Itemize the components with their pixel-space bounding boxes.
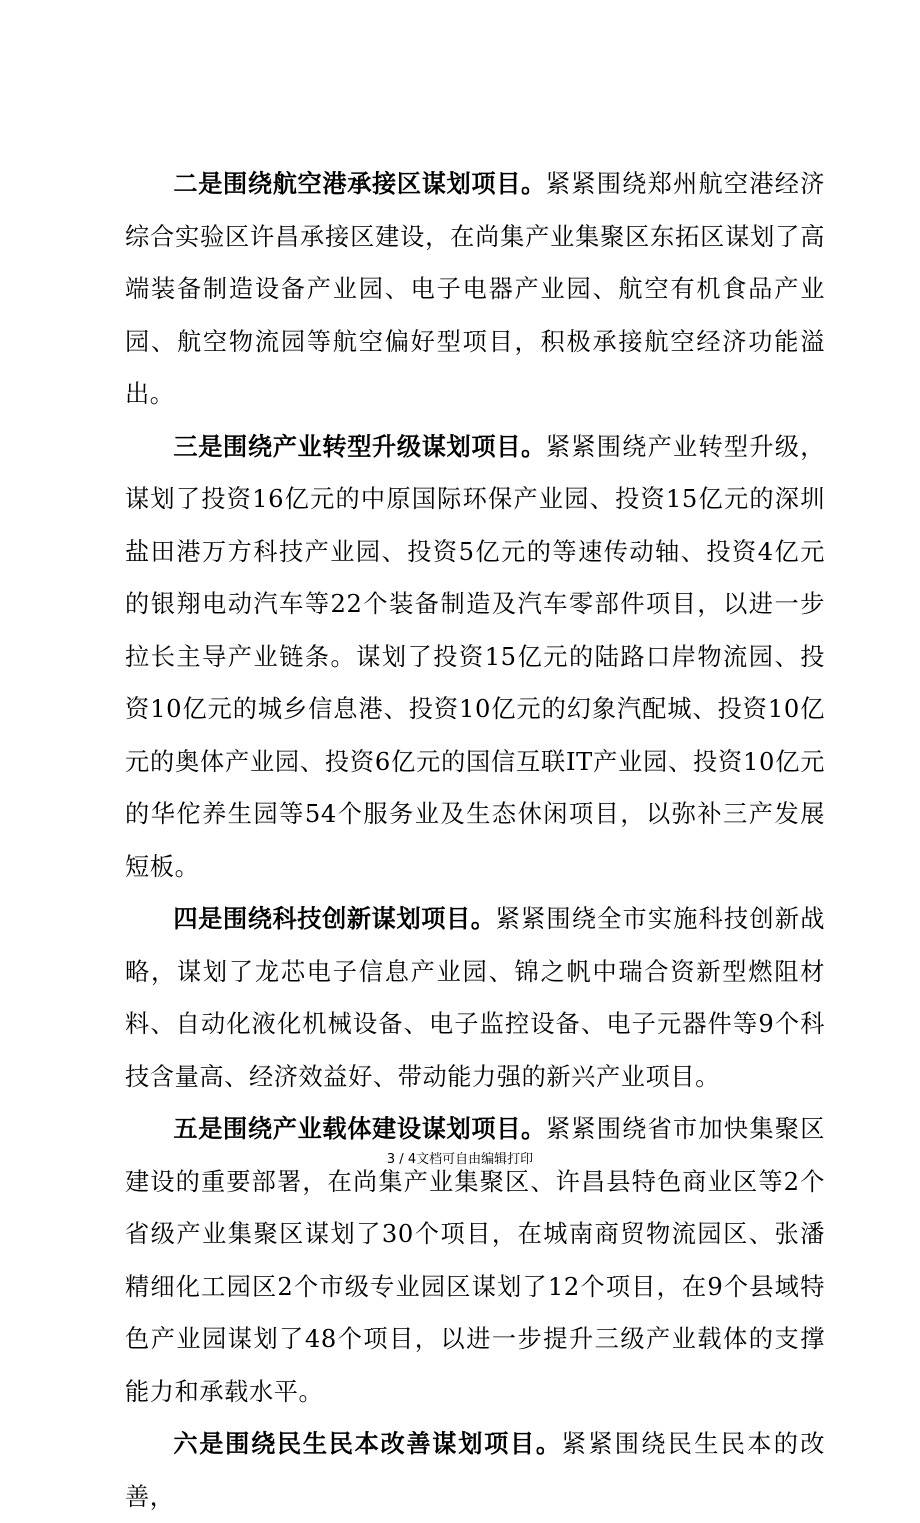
- paragraph-heading: 六是围绕民生民本改善谋划项目。: [173, 1430, 562, 1458]
- paragraph-heading: 四是围绕科技创新谋划项目。: [173, 905, 496, 933]
- paragraph-text: 紧紧围绕民生民本的改善，: [125, 1430, 825, 1511]
- paragraph-heading: 二是围绕航空港承接区谋划项目。: [173, 170, 546, 198]
- paragraph-livelihood: [125, 1418, 825, 1523]
- document-body: [125, 158, 825, 1523]
- paragraph-industrial-upgrade: [125, 421, 825, 894]
- paragraph-text: 紧紧围绕产业转型升级，谋划了投资16亿元的中原国际环保产业园、投资15亿元的深圳盐田港万方科技产业园、投资5亿元的等速传动轴、投资4亿元的银翔电动汽车等22个装备制造及汽车零部件项目，以进一步拉长主导产业链条。谋划了投资15亿元的陆路口岸物流园、投资10亿元的城乡信息港、投资10亿元的幻象汽配城、投资10亿元的奥体产业园、投资6亿元的国信互联IT产业园、投资10亿元的华佗养生园等54个服务业及生态休闲项目，以弥补三产发展短板。: [125, 432, 825, 881]
- page-footer: 3 / 4文档可自由编辑打印: [386, 1152, 534, 1167]
- paragraph-aviation-port: [125, 158, 825, 421]
- paragraph-text: 紧紧围绕郑州航空港经济综合实验区许昌承接区建设，在尚集产业集聚区东拓区谋划了高端装备制造设备产业园、电子电器产业园、航空有机食品产业园、航空物流园等航空偏好型项目，积极承接航空经济功能溢出。: [125, 170, 825, 408]
- paragraph-heading: 三是围绕产业转型升级谋划项目。: [173, 432, 546, 461]
- paragraph-tech-innovation: [125, 893, 825, 1103]
- paragraph-heading: 五是围绕产业载体建设谋划项目。: [173, 1115, 546, 1143]
- paragraph-text: 紧紧围绕省市加快集聚区建设的重要部署，在尚集产业集聚区、许昌县特色商业区等2个省级产业集聚区谋划了30个项目，在城南商贸物流园区、张潘精细化工园区2个市级专业园区谋划了12个项目，在9个县域特色产业园谋划了48个项目，以进一步提升三级产业载体的支撑能力和承载水平。: [125, 1115, 825, 1406]
- paragraph-text: 紧紧围绕全市实施科技创新战略，谋划了龙芯电子信息产业园、锦之帆中瑞合资新型燃阻材料、自动化液化机械设备、电子监控设备、电子元器件等9个科技含量高、经济效益好、带动能力强的新兴产业项目。: [125, 905, 825, 1091]
